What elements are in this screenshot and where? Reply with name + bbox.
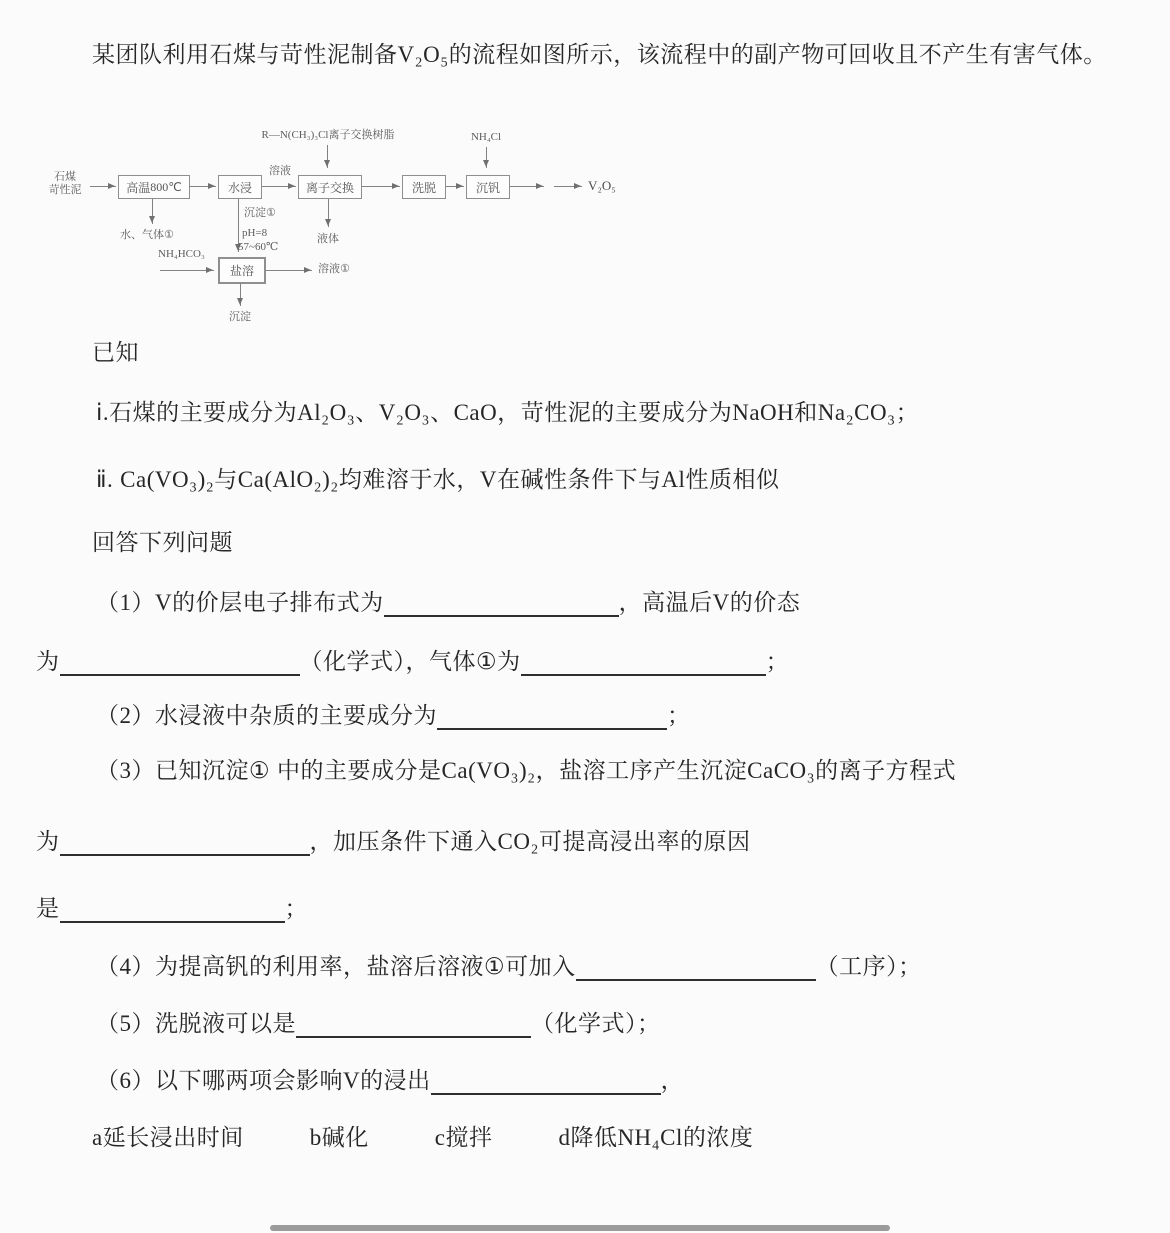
answer-blank-q3-1 [60, 830, 310, 856]
q3-text: ，加压条件下通入CO₂可提高浸出率的原因 [309, 828, 751, 854]
flow-arrow [262, 186, 296, 187]
known-item-ii: ⅱ. Ca(VO₃)₂与Ca(AlO₂)₂均难溶于水，V在碱性条件下与Al性质相似 [96, 466, 780, 492]
question-5 [96, 1006, 1120, 1041]
option-d: d降低NH₄Cl的浓度 [558, 1124, 754, 1150]
q1-text: （1）V的价层电子排布式为 [96, 589, 384, 615]
condition-temp: 57~60℃ [238, 241, 279, 253]
resin-arrow [327, 145, 328, 168]
nh4hco3-label: NH₄HCO₃ [158, 248, 205, 260]
q1-text: 为 [36, 648, 60, 674]
q3-text: 是 [36, 895, 60, 921]
answer-blank-q1-1 [384, 591, 619, 617]
flow-arrow [189, 186, 216, 187]
question-1-line-2 [36, 644, 1120, 678]
answer-blank-q5 [296, 1012, 531, 1038]
q4-text: （工序）； [815, 953, 922, 979]
answer-blank-q4 [576, 955, 816, 981]
step-salt-dissolve: 盐溶 [218, 257, 266, 284]
exchange-out-label: 液体 [317, 233, 339, 245]
nh4cl-label: NH₄Cl [470, 131, 502, 143]
flow-arrow [446, 186, 464, 187]
intro-paragraph: 某团队利用石煤与苛性泥制备V₂O₅的流程如图所示，该流程中的副产物可回收且不产生有害气体。 [92, 41, 1107, 67]
question-6-options [92, 1120, 1120, 1155]
q3-text: ； [284, 895, 308, 921]
option-c: c搅拌 [434, 1124, 493, 1150]
exchange-out-arrow [328, 199, 329, 227]
q6-text: ， [660, 1067, 685, 1093]
leach-sediment-label: 沉淀① [244, 207, 276, 219]
known-item-i: ⅰ.石煤的主要成分为Al₂O₃、V₂O₃、CaO，苛性泥的主要成分为NaOH和Na₂CO₃； [96, 399, 920, 425]
roast-out-arrow [152, 199, 153, 224]
flow-arrow [90, 186, 116, 187]
question-1-line-1 [96, 585, 1120, 620]
question-3-line-3 [36, 891, 1120, 925]
salt-solution-label: 溶液① [318, 263, 350, 275]
option-a: a延长浸出时间 [92, 1124, 244, 1150]
step-elution: 洗脱 [402, 175, 446, 199]
feed-label [38, 171, 92, 197]
q1-text: （化学式），气体①为 [299, 648, 521, 674]
step-water-leach: 水浸 [218, 175, 262, 199]
q2-text: （2）水浸液中杂质的主要成分为 [96, 702, 437, 728]
answer-blank-q2 [437, 704, 667, 730]
condition-ph: pH=8 [242, 227, 268, 239]
flow-arrow [554, 186, 582, 187]
process-flowchart [36, 123, 1120, 335]
q3-text: 为 [36, 828, 60, 854]
product-label: V₂O₅ [588, 178, 616, 193]
question-3-line-2 [36, 824, 1120, 859]
option-b: b碱化 [309, 1124, 369, 1150]
answer-blank-q3-2 [60, 897, 285, 923]
step-roast: 高温 800 ℃ [118, 175, 190, 199]
salt-sediment-arrow [240, 283, 241, 306]
q2-text: ； [667, 702, 691, 728]
salt-solution-arrow [266, 270, 312, 271]
resin-label: R—N(CH₃)₃Cl离子交换树脂 [261, 129, 395, 141]
question-4 [96, 949, 1120, 984]
q6-text: （6）以下哪两项会影响V的浸出 [96, 1067, 431, 1093]
step-ion-exchange: 离子交换 [298, 175, 362, 199]
nh4cl-arrow [486, 147, 487, 168]
answer-prompt: 回答下列问题 [92, 529, 233, 555]
answer-blank-q1-2 [60, 650, 300, 676]
answer-blank-q1-3 [521, 650, 766, 676]
feed-line1: 石煤 [54, 171, 76, 183]
salt-sediment-label: 沉淀 [229, 311, 251, 323]
question-3-line-1: （3）已知沉淀① 中的主要成分是Ca(VO₃)₂，盐溶工序产生沉淀CaCO₃的离子方程式 [96, 757, 957, 783]
nh4hco3-arrow [160, 270, 214, 271]
flow-arrow [362, 186, 400, 187]
q1-text: ； [765, 648, 790, 674]
q4-text: （4）为提高钒的利用率，盐溶后溶液①可加入 [96, 953, 576, 979]
leach-solution-label: 溶液 [269, 165, 291, 177]
question-2 [96, 698, 1120, 733]
feed-line2: 苛性泥 [48, 184, 82, 196]
q5-text: （5）洗脱液可以是 [96, 1010, 296, 1036]
step-v-precipitation: 沉钒 [466, 175, 510, 199]
flow-arrow [510, 186, 544, 187]
roast-out-label: 水、气体① [120, 229, 174, 241]
q5-text: （化学式）； [531, 1010, 661, 1036]
horizontal-scrollbar[interactable] [270, 1225, 890, 1231]
q1-text: ，高温后V的价态 [618, 589, 801, 615]
known-title: 已知 [92, 339, 139, 365]
answer-blank-q6 [431, 1069, 661, 1095]
question-6 [96, 1063, 1120, 1098]
